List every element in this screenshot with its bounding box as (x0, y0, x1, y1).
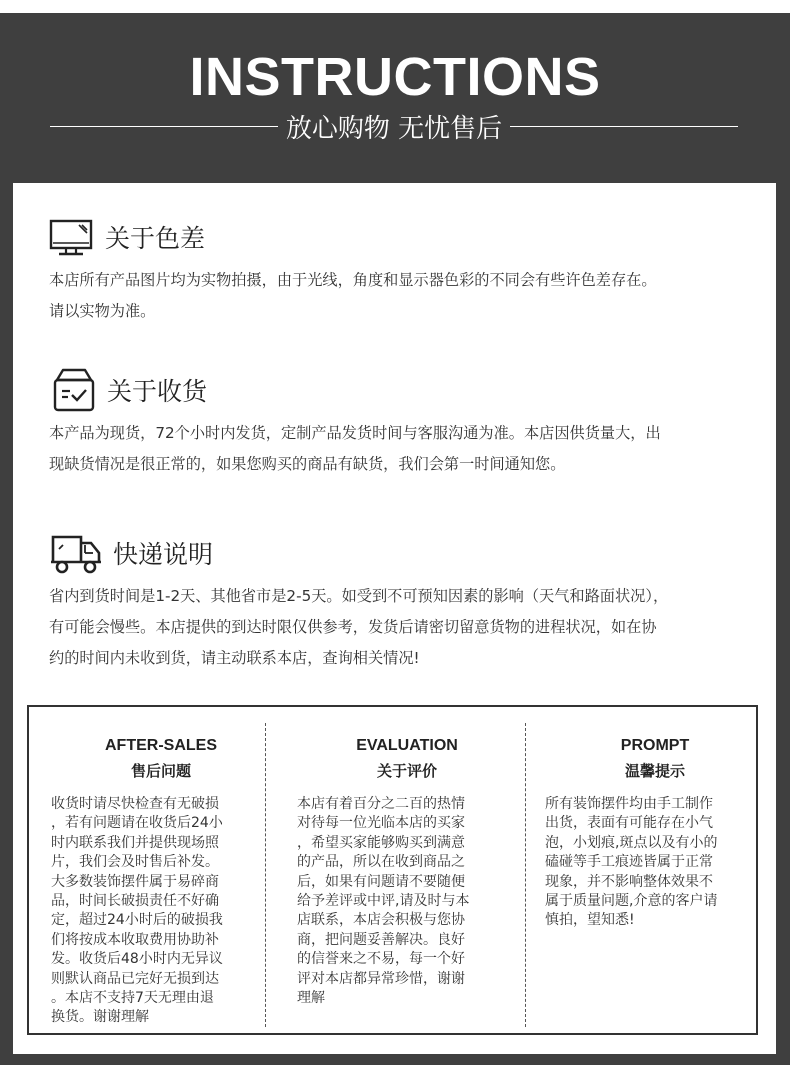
column-line: 给予差评或中评,请及时与本 (297, 893, 470, 910)
column-line: 的信誉来之不易，每一个好 (297, 951, 465, 968)
column-title-cn: 温馨提示 (624, 762, 685, 780)
section-title: 关于色差 (105, 224, 206, 253)
section-line: 省内到货时间是1-2天、其他省市是2-5天。如受到不可预知因素的影响（天气和路面状况）， (49, 587, 669, 605)
subtitle-right-rule (510, 126, 738, 127)
column-body (545, 795, 765, 931)
section-color-difference (49, 213, 749, 327)
column-line: 商，把问题妥善解决。良好 (297, 931, 465, 948)
section-line: 约的时间内未收到货，请主动联系本店，查询相关情况! (49, 649, 420, 667)
column-line: 时内联系我们并提供现场照 (51, 834, 219, 851)
column-line: 换货。谢谢理解 (51, 1009, 149, 1026)
page-subtitle-row (50, 106, 738, 146)
column-line: 属于质量问题,介意的客户请 (545, 893, 718, 910)
column-line: 出货，表面有可能存在小气 (545, 815, 713, 832)
column-line: 磕碰等手工痕迹皆属于正常 (545, 854, 713, 871)
column-title-en: AFTER-SALES (105, 737, 217, 754)
section-body (49, 265, 749, 327)
column-line: 片，我们会及时售后补发。 (51, 854, 219, 871)
column-line: 定，超过24小时后的破损我 (51, 912, 223, 929)
section-body (49, 418, 749, 480)
column-line: 所有装饰摆件均由手工制作 (545, 796, 713, 812)
column-line: 评对本店都异常珍惜，谢谢 (297, 970, 465, 987)
column-body (51, 795, 271, 1028)
column-title-cn: 售后问题 (130, 762, 191, 780)
column-line: 现象，并不影响整体效果不 (545, 873, 713, 890)
section-header (49, 366, 749, 414)
column-line: 泡，小划痕,斑点以及有小的 (545, 834, 718, 851)
column-divider (525, 723, 526, 1027)
page-subtitle: 放心购物 无忧售后 (285, 113, 503, 144)
column-line: 大多数装饰摆件属于易碎商 (51, 873, 219, 890)
section-line: 本店所有产品图片均为实物拍摄，由于光线，角度和显示器色彩的不同会有些许色差存在。 (49, 271, 657, 289)
subtitle-left-rule (50, 126, 278, 127)
section-express (49, 529, 749, 674)
column-line: ，希望买家能够购买到满意 (297, 834, 465, 851)
section-line: 请以实物为准。 (49, 302, 156, 320)
column-line: 慎拍，望知悉! (545, 912, 635, 929)
column-line: 理解 (297, 990, 325, 1007)
section-title: 关于收货 (107, 377, 208, 406)
section-header (49, 213, 749, 261)
column-line: 发。收货后48小时内无异议 (51, 951, 223, 968)
section-line: 现缺货情况是很正常的，如果您购买的商品有缺货，我们会第一时间通知您。 (49, 455, 566, 473)
column-title-en: PROMPT (620, 737, 690, 754)
section-line: 本产品为现货，72个小时内发货，定制产品发货时间与客服沟通为准。本店因供货量大，出 (49, 424, 661, 442)
column-line: 们将按成本收取费用协助补 (51, 931, 219, 948)
column-line: 则默认商品已完好无损到达 (51, 970, 219, 987)
delivery-truck-icon (49, 531, 103, 575)
section-receiving (49, 366, 749, 480)
column-line: 后，如果有问题请不要随便 (297, 873, 465, 890)
section-header (49, 529, 749, 577)
bottom-border (0, 1065, 790, 1077)
notice-box (27, 705, 758, 1035)
column-line: 收货时请尽快检查有无破损 (51, 796, 219, 812)
content-panel (13, 183, 776, 1054)
section-title: 快递说明 (113, 540, 214, 569)
monitor-icon (49, 217, 95, 257)
column-divider (265, 723, 266, 1027)
section-line: 有可能会慢些。本店提供的到达时限仅供参考，发货后请密切留意货物的进程状况，如在协 (49, 618, 657, 636)
top-border (0, 0, 790, 13)
column-line: 本店有着百分之二百的热情 (297, 796, 465, 812)
column-line: 的产品，所以在收到商品之 (297, 854, 465, 871)
column-line: 对待每一位光临本店的买家 (297, 815, 465, 832)
column-body (297, 795, 517, 1008)
column-line: 。本店不支持7天无理由退 (51, 990, 214, 1007)
column-title-cn: 关于评价 (376, 762, 437, 780)
page-title: INSTRUCTIONS (189, 47, 601, 107)
column-title-en: EVALUATION (356, 737, 458, 754)
column-line: ，若有问题请在收货后24小 (51, 815, 223, 832)
package-check-icon (49, 366, 97, 414)
section-body (49, 581, 749, 674)
column-line: 品，时间长破损责任不好确 (51, 893, 219, 910)
column-line: 店联系，本店会积极与您协 (297, 912, 465, 929)
